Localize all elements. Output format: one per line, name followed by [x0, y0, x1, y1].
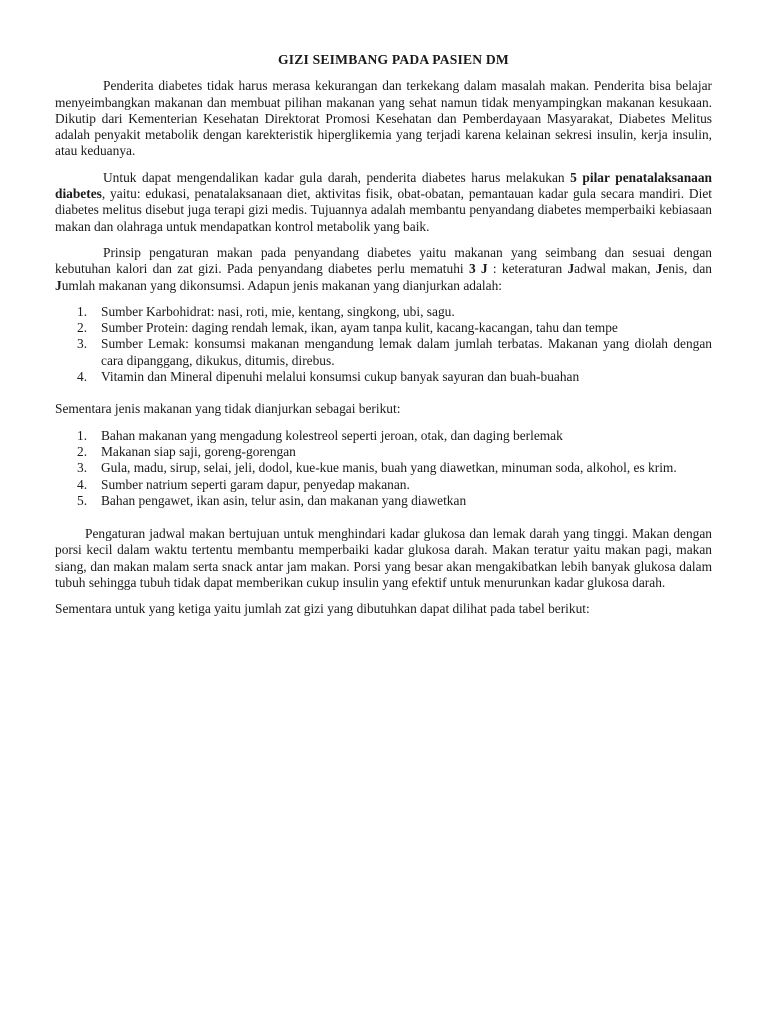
- list-item: [55, 428, 712, 444]
- list-number: 4.: [77, 369, 88, 385]
- list-item-text: Sumber Lemak: konsumsi makanan mengandung lemak dalam jumlah terbatas. Makanan yang diolah dengan cara dipanggang, dikukus, ditumis, direbus.: [101, 336, 712, 368]
- list-item-text: Bahan pengawet, ikan asin, telur asin, dan makanan yang diawetkan: [101, 492, 467, 508]
- list-item-text: Sumber Karbohidrat: nasi, roti, mie, kentang, singkong, ubi, sagu.: [101, 303, 455, 319]
- list-item: [55, 477, 712, 493]
- pillars-text-before: Untuk dapat mengendalikan kadar gula darah, penderita diabetes harus melakukan: [103, 169, 571, 185]
- list-item-text: Vitamin dan Mineral dipenuhi melalui konsumsi cukup banyak sayuran dan buah-buahan: [101, 369, 580, 385]
- recommended-foods-list: [55, 304, 712, 385]
- principle-text-5: umlah makanan yang dikonsumsi. Adapun jenis makanan yang dianjurkan adalah:: [61, 277, 502, 293]
- principle-bold-j2: J: [655, 261, 663, 277]
- principle-text-1: Prinsip pengaturan makan pada penyandang diabetes yaitu makanan yang seimbang dan sesuai dengan kebutuhan kalori dan zat gizi. Pada penyandang diabetes perlu mematuhi: [55, 244, 712, 277]
- list-number: 4.: [77, 476, 88, 492]
- pillars-bold-text: 5 pilar penatalaksanaan diabetes: [55, 169, 712, 202]
- paragraph-intro: Penderita diabetes tidak harus merasa kekurangan dan terkekang dalam masalah makan. Penderita bisa belajar menyeimbangkan makanan dan membuat pilihan makanan yang sehat namun tidak menyampingkan makanan kesukaan. Dikutip dari Kementerian Kesehatan Direktorat Promosi Kesehatan dan Pemberdayaan Masyarakat, Diabetes Melitus adalah penyakit metabolik dengan karekteristik hiperglikemia yang terjadi karena kelainan sekresi insulin, kerja insulin, atau keduanya.: [55, 78, 712, 159]
- principle-bold-j1: J: [567, 261, 575, 277]
- list-item-text: Makanan siap saji, goreng-gorengan: [101, 443, 296, 459]
- list-item: [55, 493, 712, 509]
- list-item: [55, 369, 712, 385]
- list-item-text: Sumber natrium seperti garam dapur, penyedap makanan.: [101, 476, 410, 492]
- principle-text-3: adwal makan,: [574, 261, 656, 277]
- list-number: 2.: [77, 443, 88, 459]
- principle-text-2: : keteraturan: [487, 261, 568, 277]
- not-recommended-foods-list: [55, 428, 712, 509]
- list-item: [55, 444, 712, 460]
- list-item-text: Gula, madu, sirup, selai, jeli, dodol, kue-kue manis, buah yang diawetkan, minuman soda, alkohol, es krim.: [101, 460, 677, 476]
- list-number: 3.: [77, 460, 88, 476]
- paragraph-meal-schedule: Pengaturan jadwal makan bertujuan untuk menghindari kadar glukosa dan lemak darah yang tinggi. Makan dengan porsi kecil dalam waktu tertentu membantu memperbaiki kadar glukosa darah. Makan teratur yaitu makan pagi, makan siang, dan makan malam serta snack antar jam makan. Porsi yang besar akan mengakibatkan lebih banyak glukosa dalam tubuh sehingga tubuh tidak dapat memberikan cukup insulin yang efektif untuk menurunkan kadar glukosa darah.: [55, 526, 712, 591]
- list-item-text: Sumber Protein: daging rendah lemak, ikan, ayam tanpa kulit, kacang-kacangan, tahu dan tempe: [101, 320, 618, 336]
- list-item: [55, 304, 712, 320]
- paragraph-3j-principle: [55, 245, 712, 294]
- list-number: 2.: [77, 320, 88, 336]
- principle-text-4: enis, dan: [662, 261, 712, 277]
- pillars-text-after: , yaitu: edukasi, penatalaksanaan diet, aktivitas fisik, obat-obatan, pemantauan kadar gula secara mandiri. Diet diabetes melitus disebut juga terapi gizi medis. Tujuannya adalah membantu penyandang diabetes memperbaiki kebiasaan makan dan olahraga untuk mendapatkan kontrol metabolik yang baik.: [55, 186, 712, 234]
- list-item: [55, 460, 712, 476]
- list-number: 5.: [77, 492, 88, 508]
- document-page: [55, 52, 712, 618]
- list-number: 1.: [77, 303, 88, 319]
- list-item: [55, 336, 712, 369]
- list-item-text: Bahan makanan yang mengadung kolestreol seperti jeroan, otak, dan daging berlemak: [101, 427, 563, 443]
- list-item: [55, 320, 712, 336]
- principle-bold-3j: 3 J: [468, 261, 488, 277]
- document-title: GIZI SEIMBANG PADA PASIEN DM: [278, 52, 509, 67]
- not-recommended-intro: Sementara jenis makanan yang tidak dianjurkan sebagai berikut:: [55, 401, 401, 417]
- list-number: 3.: [77, 336, 88, 352]
- paragraph-five-pillars: [55, 170, 712, 235]
- principle-bold-j3: J: [55, 277, 62, 293]
- paragraph-nutrient-amount: Sementara untuk yang ketiga yaitu jumlah zat gizi yang dibutuhkan dapat dilihat pada tabel berikut:: [55, 601, 590, 617]
- list-number: 1.: [77, 427, 88, 443]
